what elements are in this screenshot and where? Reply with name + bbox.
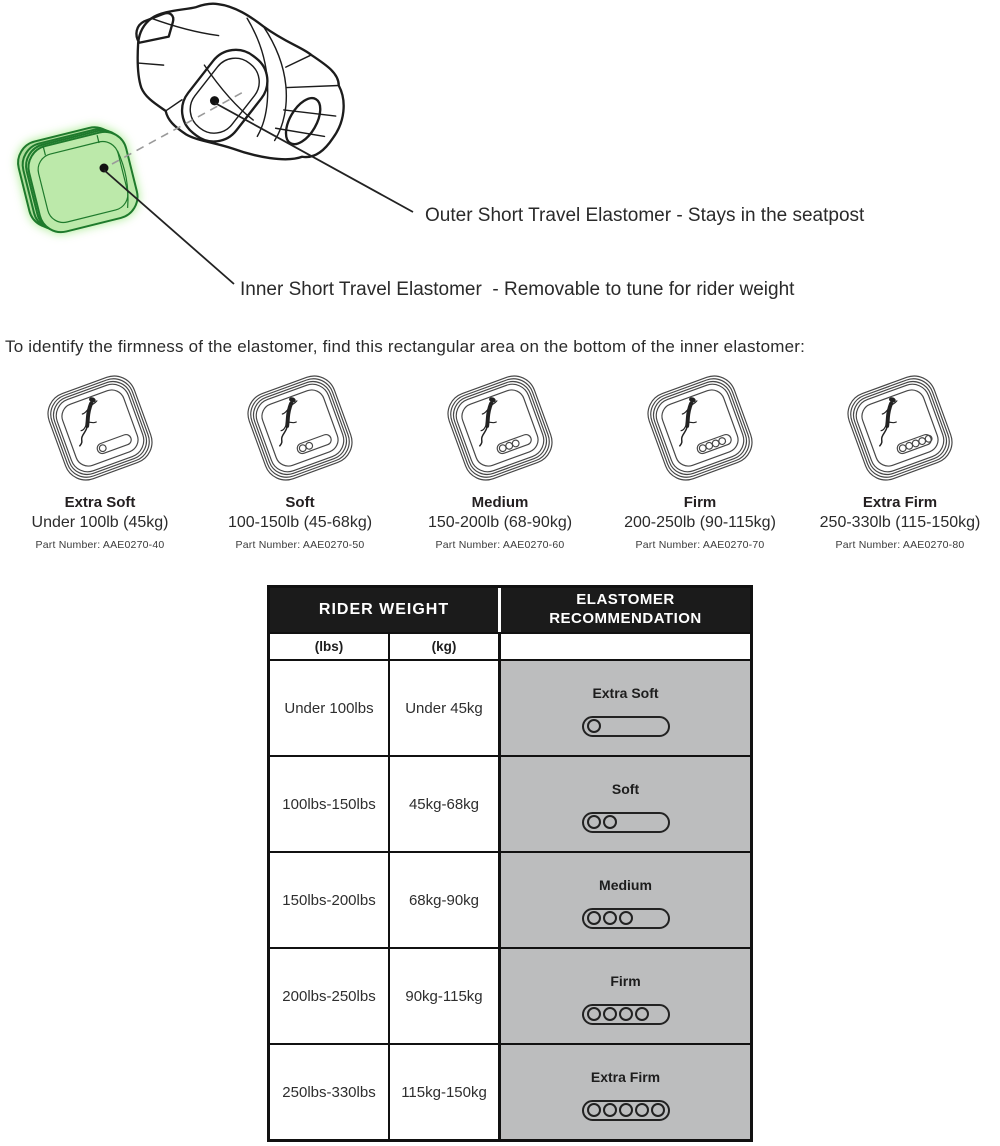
cell-rider-weight-lbs: 200lbs-250lbs <box>270 947 390 1043</box>
elastomer-card <box>600 364 800 551</box>
inner-callout-dot <box>100 164 109 173</box>
recommendation-name: Soft <box>611 780 640 797</box>
elastomer-name: Soft <box>285 494 315 511</box>
recommendation-name: Extra Soft <box>592 684 659 701</box>
outer-callout-dot <box>210 96 219 105</box>
rider-weight-header: RIDER WEIGHT <box>270 588 501 632</box>
firmness-dot <box>587 911 601 925</box>
cell-recommendation <box>501 947 750 1043</box>
firmness-dot <box>603 1007 617 1021</box>
firmness-dot <box>587 1007 601 1021</box>
elastomer-bottom-illustration <box>20 364 180 492</box>
elastomer-cards-row <box>0 364 1000 551</box>
subheader-lbs: (lbs) <box>270 632 390 659</box>
elastomer-part-number: Part Number: AAE0270-70 <box>635 539 765 551</box>
gecko-icon <box>265 395 310 446</box>
cell-rider-weight-lbs: Under 100lbs <box>270 659 390 755</box>
elastomer-bottom-illustration <box>820 364 980 492</box>
elastomer-bottom-illustration <box>220 364 380 492</box>
cell-recommendation <box>501 1043 750 1139</box>
elastomer-part-number: Part Number: AAE0270-80 <box>835 539 965 551</box>
cell-recommendation <box>501 851 750 947</box>
firmness-pill <box>582 1100 670 1121</box>
cell-recommendation <box>501 659 750 755</box>
elastomer-part-number: Part Number: AAE0270-40 <box>35 539 165 551</box>
gecko-icon <box>865 395 910 446</box>
elastomer-recommendation-header <box>501 588 750 632</box>
elastomer-name: Medium <box>471 494 529 511</box>
firmness-pill <box>582 812 670 833</box>
cell-recommendation <box>501 755 750 851</box>
gecko-icon <box>465 395 510 446</box>
elastomer-card <box>800 364 1000 551</box>
subheader-kg: (kg) <box>390 632 501 659</box>
firmness-pill-icon <box>896 433 934 455</box>
elastomer-card <box>0 364 200 551</box>
firmness-pill <box>582 908 670 929</box>
elastomer-name: Extra Soft <box>64 494 136 511</box>
intro-text: To identify the firmness of the elastomer, find this rectangular area on the bottom of the inner elastomer: <box>5 337 806 356</box>
firmness-pill <box>582 1004 670 1025</box>
firmness-dot <box>98 444 107 453</box>
firmness-pill-icon <box>96 433 133 455</box>
gecko-icon <box>65 395 110 446</box>
cell-rider-weight-kg: 68kg-90kg <box>390 851 501 947</box>
firmness-dot <box>587 1103 601 1117</box>
firmness-dots <box>898 434 932 452</box>
gecko-icon <box>665 395 710 446</box>
cell-rider-weight-kg: 45kg-68kg <box>390 755 501 851</box>
seatpost-elastomer-diagram <box>0 0 1000 335</box>
firmness-dot <box>603 911 617 925</box>
firmness-dot <box>603 815 617 829</box>
firmness-pill-icon <box>296 433 333 455</box>
elastomer-weight-range: 200-250lb (90-115kg) <box>624 514 776 531</box>
outer-elastomer-illustration <box>133 2 347 170</box>
elastomer-bottom-illustration <box>620 364 780 492</box>
inner-elastomer-label: Inner Short Travel Elastomer - Removable to tune for rider weight <box>240 279 795 300</box>
recommendation-name: Firm <box>610 972 641 989</box>
outer-elastomer-label: Outer Short Travel Elastomer - Stays in the seatpost <box>425 205 865 226</box>
firmness-dot <box>619 1007 633 1021</box>
firmness-pill-icon <box>496 433 533 455</box>
rider-weight-table <box>267 585 753 1142</box>
elastomer-card <box>200 364 400 551</box>
firmness-dot <box>619 1103 633 1117</box>
elastomer-name: Firm <box>683 494 717 511</box>
cell-rider-weight-kg: Under 45kg <box>390 659 501 755</box>
elastomer-name: Extra Firm <box>862 494 938 511</box>
elastomer-bottom-illustration <box>420 364 580 492</box>
firmness-pill <box>582 716 670 737</box>
cell-rider-weight-lbs: 100lbs-150lbs <box>270 755 390 851</box>
recommendation-name: Extra Firm <box>590 1068 661 1085</box>
firmness-dot <box>635 1007 649 1021</box>
elastomer-weight-range: 150-200lb (68-90kg) <box>427 514 573 531</box>
firmness-dot <box>603 1103 617 1117</box>
elastomer-weight-range: Under 100lb (45kg) <box>31 514 169 531</box>
elastomer-recommendation-header-text: ELASTOMER RECOMMENDATION <box>549 591 702 627</box>
subheader-spacer <box>501 632 750 659</box>
cell-rider-weight-kg: 115kg-150kg <box>390 1043 501 1139</box>
firmness-pill-icon <box>696 433 733 455</box>
elastomer-part-number: Part Number: AAE0270-60 <box>435 539 565 551</box>
elastomer-weight-range: 250-330lb (115-150kg) <box>819 514 981 531</box>
firmness-dot <box>651 1103 665 1117</box>
elastomer-weight-range: 100-150lb (45-68kg) <box>227 514 373 531</box>
firmness-dot <box>619 911 633 925</box>
cell-rider-weight-lbs: 250lbs-330lbs <box>270 1043 390 1139</box>
firmness-dots <box>98 444 107 453</box>
firmness-dot <box>587 815 601 829</box>
cell-rider-weight-lbs: 150lbs-200lbs <box>270 851 390 947</box>
elastomer-part-number: Part Number: AAE0270-50 <box>235 539 365 551</box>
firmness-dot <box>635 1103 649 1117</box>
cell-rider-weight-kg: 90kg-115kg <box>390 947 501 1043</box>
elastomer-card <box>400 364 600 551</box>
recommendation-name: Medium <box>599 876 652 893</box>
firmness-dot <box>587 719 601 733</box>
firmness-dots <box>498 439 520 452</box>
